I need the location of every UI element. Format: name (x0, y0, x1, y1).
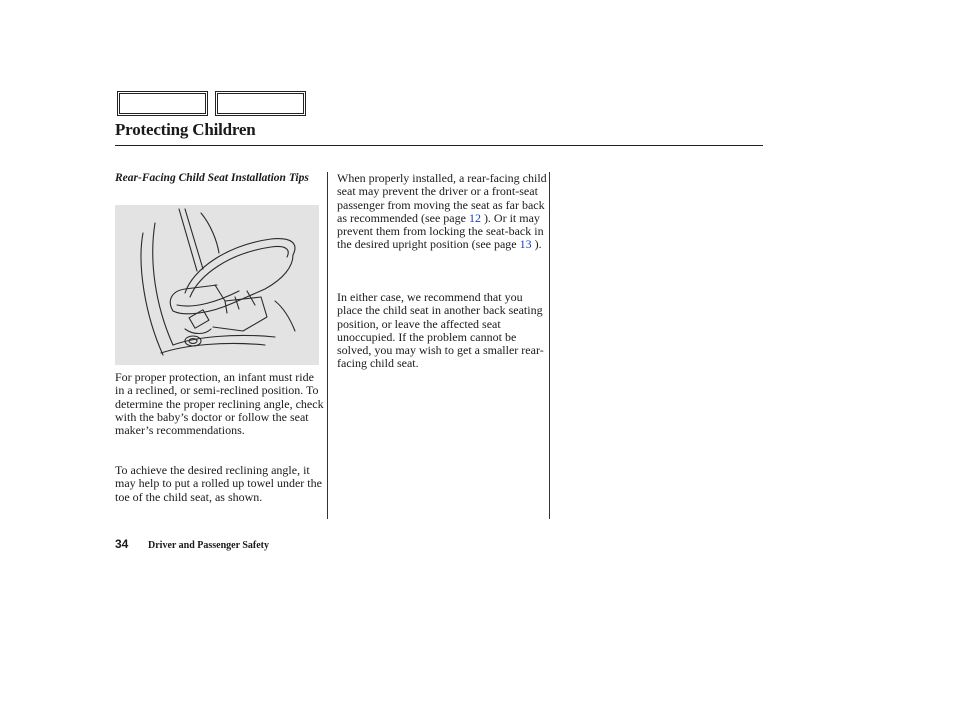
title-divider (115, 145, 763, 146)
page-link-13[interactable]: 13 (519, 237, 532, 252)
page-number: 34 (115, 537, 129, 551)
body-paragraph (337, 172, 547, 252)
body-text-fragment: ). Or it may prevent them from locking the seat-back in the desired upright position (see page (337, 210, 544, 252)
section-heading: Rear-Facing Child Seat Installation Tips (115, 172, 309, 184)
child-seat-illustration (115, 205, 319, 365)
body-paragraph: For proper protection, an infant must ride in a reclined, or semi-reclined position. To determine the proper reclining angle, check with the baby’s doctor or follow the seat maker’s recommendations. (115, 370, 324, 438)
body-text-fragment: ). (531, 237, 542, 252)
body-paragraph: In either case, we recommend that you place the child seat in another back seating position, or leave the affected seat unoccupied. If the problem cannot be solved, you may wish to get a smaller rear-facing child seat. (337, 290, 544, 371)
body-paragraph: To achieve the desired reclining angle, it may help to put a rolled up towel under the toe of the child seat, as shown. (115, 463, 322, 504)
column-divider (327, 172, 328, 519)
body-text-fragment: When properly installed, a rear-facing child seat may prevent the driver or a front-seat passenger from moving the seat as far back as recommended (see page (337, 171, 547, 225)
rear-facing-child-seat-icon (115, 205, 319, 365)
nav-tab-next[interactable] (215, 91, 306, 116)
footer-section-label: Driver and Passenger Safety (148, 540, 270, 551)
page-title: Protecting Children (115, 120, 256, 139)
nav-tab-previous[interactable] (117, 91, 208, 116)
column-divider (549, 172, 550, 519)
page-link-12[interactable]: 12 (468, 210, 481, 225)
